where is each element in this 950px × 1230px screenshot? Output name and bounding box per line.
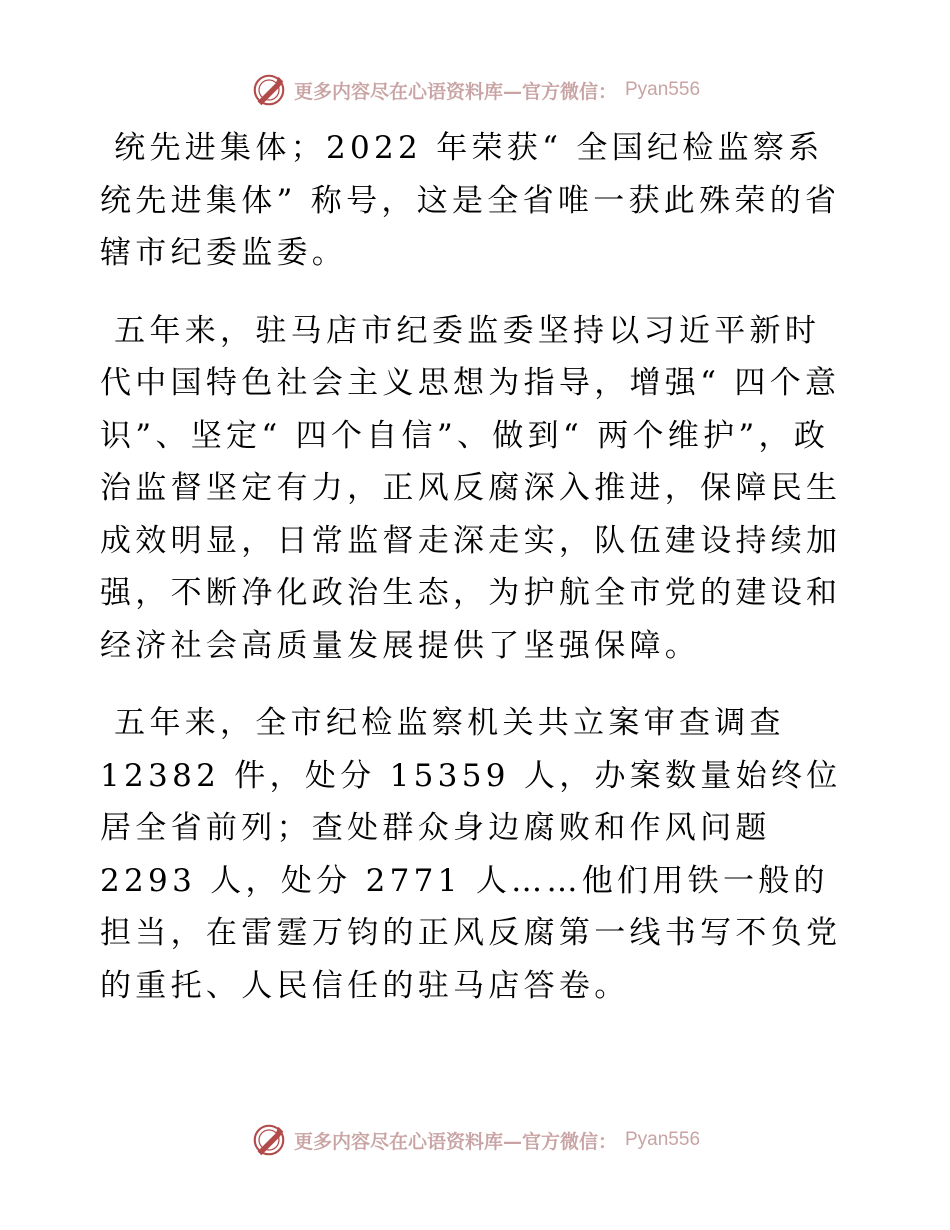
watermark-wechat-id: Pyan556 bbox=[625, 79, 701, 100]
paragraph-1: 统先进集体；2022 年荣获“ 全国纪检监察系统先进集体” 称号，这是全省唯一获此殊荣的省辖市纪委监委。 bbox=[100, 130, 841, 271]
watermark-text: 更多内容尽在心语资料库—官方微信： bbox=[293, 1130, 617, 1153]
pen-logo-icon bbox=[250, 1121, 288, 1159]
header-watermark bbox=[0, 68, 950, 112]
paragraph-2: 五年来，驻马店市纪委监委坚持以习近平新时代中国特色社会主义思想为指导，增强“ 四个意识”、坚定“ 四个自信”、做到“ 两个维护”，政治监督坚定有力，正风反腐深入推进，保障民生成效明显，日常监督走深走实，队伍建设持续加强，不断净化政治生态，为护航全市党的建设和经济社会高质量发展提供了坚强保障。 bbox=[100, 312, 842, 664]
pen-logo-icon bbox=[250, 71, 288, 109]
article-body bbox=[100, 122, 850, 1012]
watermark-text: 更多内容尽在心语资料库—官方微信： bbox=[293, 80, 617, 103]
footer-watermark bbox=[0, 1118, 950, 1162]
watermark-wechat-id: Pyan556 bbox=[625, 1129, 701, 1150]
paragraph-3: 五年来，全市纪检监察机关共立案审查调查 12382 件，处分 15359 人，办案数量始终位居全省前列；查处群众身边腐败和作风问题 2293 人，处分 2771 人……他们用铁一般的担当，在雷霆万钧的正风反腐第一线书写不负党的重托、人民信任的驻马店答卷。 bbox=[100, 705, 842, 1004]
